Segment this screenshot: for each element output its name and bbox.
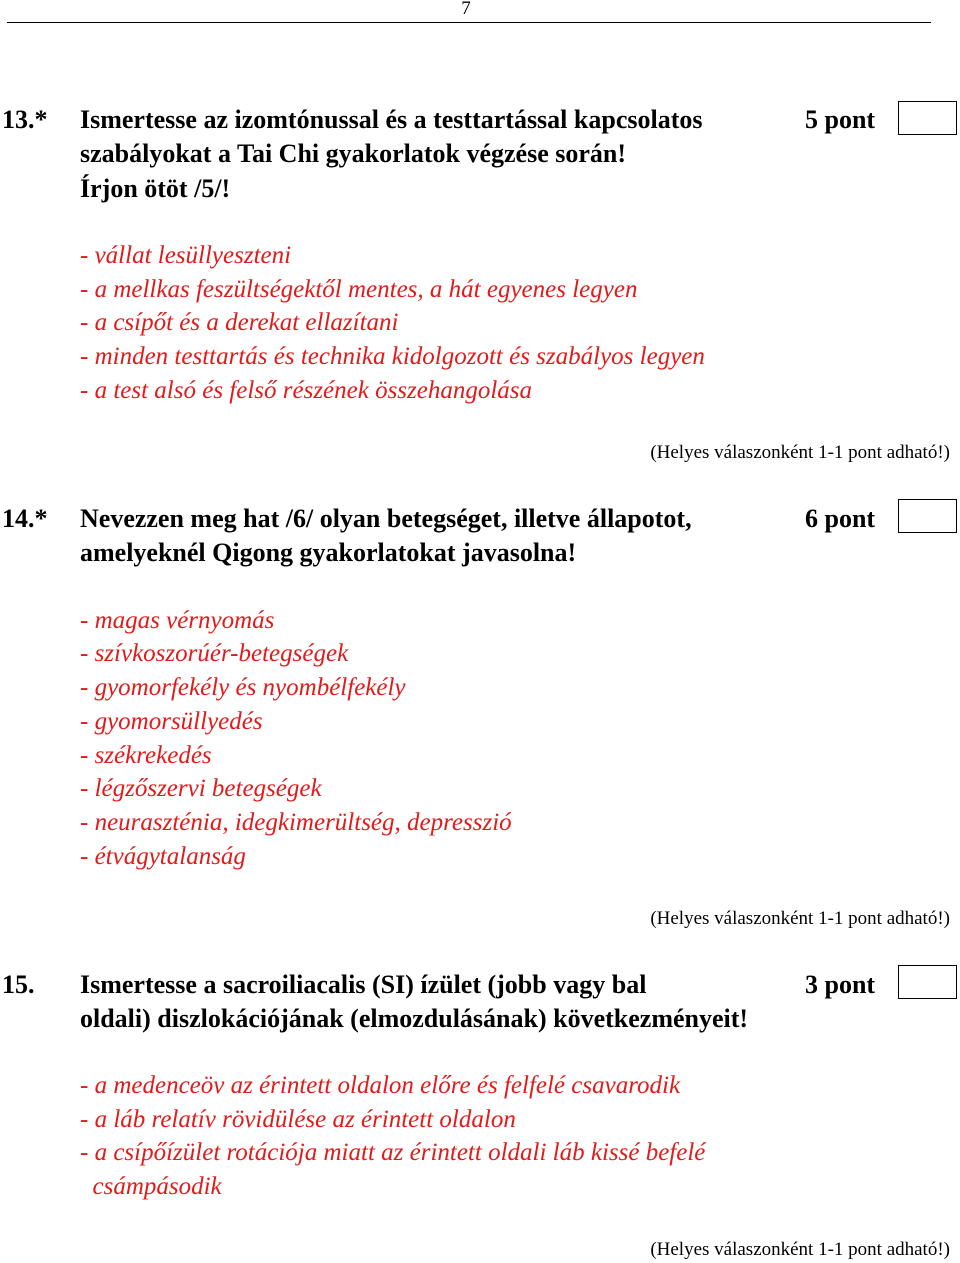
question-title-line: Ismertesse a sacroiliacalis (SI) ízület (jobb vagy bal [80,970,647,999]
question-title-line: amelyeknél Qigong gyakorlatokat javasolna! [80,538,577,567]
question-number: 13.* [2,105,48,134]
question-points: 6 pont [805,504,876,533]
question-points: 3 pont [805,970,876,999]
score-box[interactable] [898,101,957,135]
question-title-line: Írjon ötöt /5/! [80,174,231,203]
answer-line: - a csípőízület rotációja miatt az érintett oldali láb kissé befelé [80,1139,706,1166]
scoring-note: (Helyes válaszonként 1-1 pont adható!) [650,908,950,929]
answer-line: - vállat lesüllyeszteni [80,242,292,269]
question-title-line: Ismertesse az izomtónussal és a testtartással kapcsolatos [80,105,703,134]
question-title-line: oldali) diszlokációjának (elmozdulásának) következményeit! [80,1004,749,1033]
answer-line: - étvágytalanság [80,843,246,870]
answer-line: - a láb relatív rövidülése az érintett oldalon [80,1106,516,1133]
score-box[interactable] [898,499,957,533]
question-number: 14.* [2,504,48,533]
answer-line: - a medenceöv az érintett oldalon előre és felfelé csavarodik [80,1072,681,1099]
answer-line: - magas vérnyomás [80,607,275,634]
answer-line: csámpásodik [80,1173,222,1200]
answer-line: - gyomorfekély és nyombélfekély [80,674,406,701]
answer-line: - neuraszténia, idegkimerültség, depresszió [80,809,512,836]
question-title-line: szabályokat a Tai Chi gyakorlatok végzése során! [80,139,627,168]
header-rule [7,22,931,23]
question-number: 15. [2,970,35,999]
answer-line: - székrekedés [80,742,212,769]
answer-line: - gyomorsüllyedés [80,708,263,735]
score-box[interactable] [898,965,957,999]
answer-line: - a test alsó és felső részének összehangolása [80,377,533,404]
answer-line: - légzőszervi betegségek [80,775,322,802]
question-title-line: Nevezzen meg hat /6/ olyan betegséget, illetve állapotot, [80,504,692,533]
scoring-note: (Helyes válaszonként 1-1 pont adható!) [650,1239,950,1260]
answer-line: - minden testtartás és technika kidolgozott és szabályos legyen [80,343,705,370]
page-number: 7 [461,0,471,19]
question-points: 5 pont [805,105,876,134]
answer-line: - szívkoszorúér-betegségek [80,640,349,667]
answer-line: - a csípőt és a derekat ellazítani [80,309,399,336]
scoring-note: (Helyes válaszonként 1-1 pont adható!) [650,442,950,463]
answer-line: - a mellkas feszültségektől mentes, a hát egyenes legyen [80,276,638,303]
